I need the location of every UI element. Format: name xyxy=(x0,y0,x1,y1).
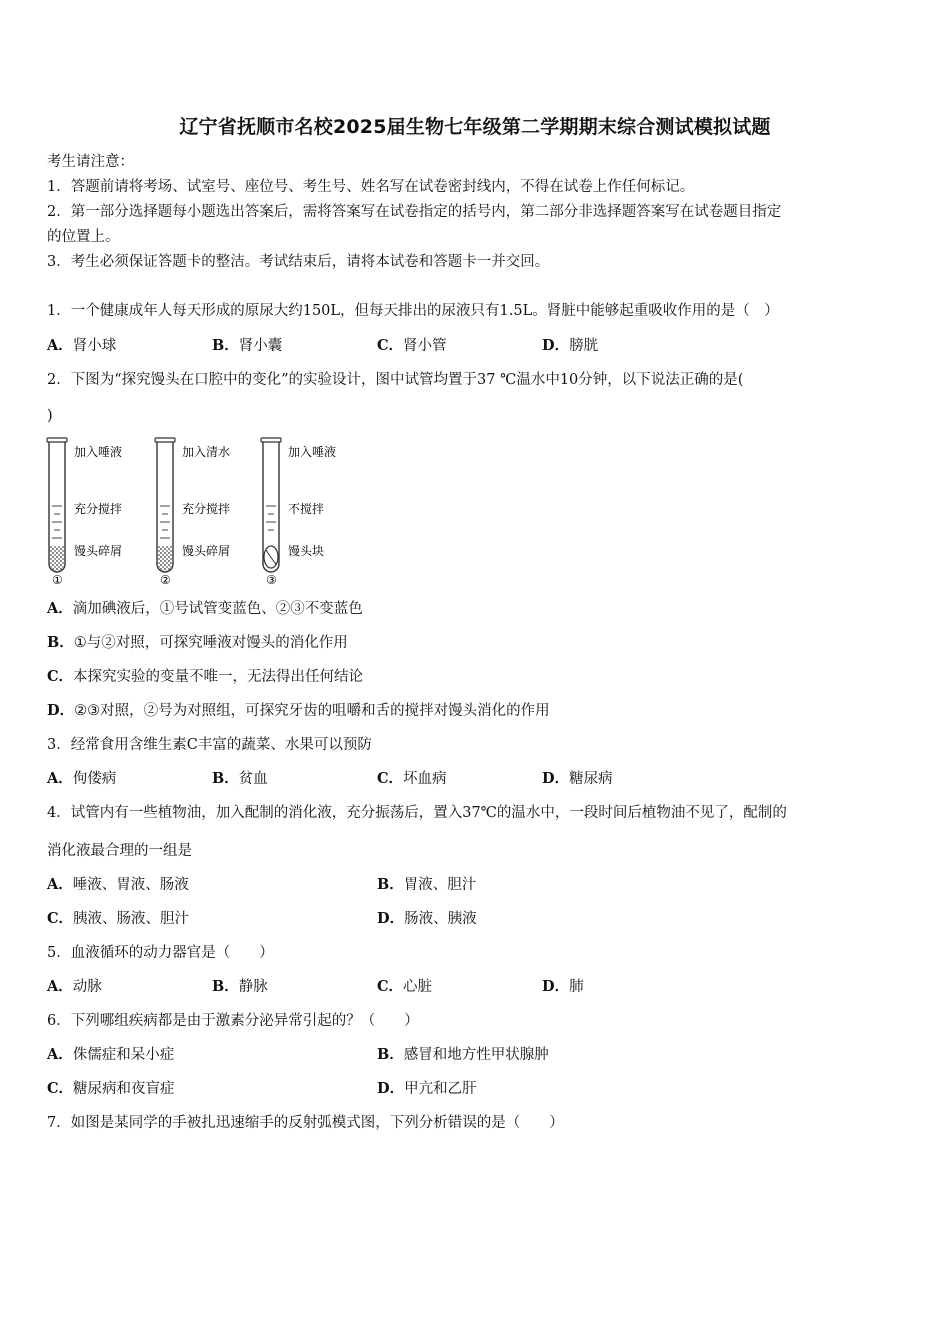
page-title: 辽宁省抚顺市名校2025届生物七年级第二学期期末综合测试模拟试题 xyxy=(179,116,771,138)
q5-option-a: A．动脉 xyxy=(47,978,102,995)
notice-item: 的位置上。 xyxy=(47,229,120,245)
tube-2-number: ② xyxy=(160,573,171,587)
tube-3-number: ③ xyxy=(266,573,277,587)
tube-3-label-top: 加入唾液 xyxy=(288,445,337,459)
q4-option-a: A．唾液、胃液、肠液 xyxy=(47,876,189,893)
q2-option-b: B．①与②对照，可探究唾液对馒头的消化作用 xyxy=(47,634,348,651)
question-1-stem: 1．一个健康成年人每天形成的原尿大约150L，但每天排出的尿液只有1.5L。肾脏中能够起重吸收作用的是（ ） xyxy=(47,303,779,319)
q4-option-c: C．胰液、肠液、胆汁 xyxy=(47,910,190,927)
q5-option-b: B．静脉 xyxy=(212,978,268,995)
tube-2-label-mid: 充分搅拌 xyxy=(182,502,231,516)
notice-item: 1．答题前请将考场、试室号、座位号、考生号、姓名写在试卷密封线内，不得在试卷上作任何标记。 xyxy=(47,179,695,195)
q3-option-a: A．佝偻病 xyxy=(47,770,117,787)
test-tube-3 xyxy=(261,438,281,572)
tube-1-label-mid: 充分搅拌 xyxy=(74,502,123,516)
question-3-stem: 3．经常食用含维生素C丰富的蔬菜、水果可以预防 xyxy=(47,737,372,753)
q1-option-a: A．肾小球 xyxy=(47,337,117,354)
tube-2-label-top: 加入清水 xyxy=(182,445,231,459)
question-5-stem: 5．血液循环的动力器官是（ ） xyxy=(47,945,274,961)
tube-3-label-bottom: 馒头块 xyxy=(288,544,325,558)
question-2-stem: 2．下图为“探究馒头在口腔中的变化”的实验设计，图中试管均置于37 ℃温水中10分钟，以下说法正确的是( xyxy=(47,372,744,388)
q2-option-d: D．②③对照，②号为对照组，可探究牙齿的咀嚼和舌的搅拌对馒头消化的作用 xyxy=(47,702,550,719)
q2-option-a: A．滴加碘液后，①号试管变蓝色、②③不变蓝色 xyxy=(47,600,363,617)
q3-option-c: C．坏血病 xyxy=(377,770,447,787)
question-6-stem: 6．下列哪组疾病都是由于激素分泌异常引起的？（ ） xyxy=(47,1013,419,1029)
test-tube-1 xyxy=(47,438,67,572)
q6-option-d: D．甲亢和乙肝 xyxy=(377,1080,477,1097)
q6-option-a: A．侏儒症和呆小症 xyxy=(47,1046,175,1063)
test-tube-figure xyxy=(40,436,360,588)
tube-1-label-bottom: 馒头碎屑 xyxy=(74,544,123,558)
notice-item: 3．考生必须保证答题卡的整洁。考试结束后，请将本试卷和答题卡一并交回。 xyxy=(47,254,550,270)
q2-option-c: C．本探究实验的变量不唯一，无法得出任何结论 xyxy=(47,668,364,685)
q1-option-c: C．肾小管 xyxy=(377,337,447,354)
question-7-stem: 7．如图是某同学的手被扎迅速缩手的反射弧模式图，下列分析错误的是（ ） xyxy=(47,1115,564,1131)
q1-option-d: D．膀胱 xyxy=(542,337,599,354)
q3-option-b: B．贫血 xyxy=(212,770,268,787)
notice-heading: 考生请注意： xyxy=(47,154,134,170)
q4-option-b: B．胃液、胆汁 xyxy=(377,876,477,893)
question-4-stem-cont: 消化液最合理的一组是 xyxy=(47,843,192,859)
tube-1-number: ① xyxy=(52,573,63,587)
q3-option-d: D．糖尿病 xyxy=(542,770,613,787)
tube-1-label-top: 加入唾液 xyxy=(74,445,123,459)
q1-option-b: B．肾小囊 xyxy=(212,337,283,354)
tube-3-label-mid: 不搅拌 xyxy=(288,502,325,516)
q6-option-b: B．感冒和地方性甲状腺肿 xyxy=(377,1046,549,1063)
question-2-stem-cont: ) xyxy=(47,408,53,424)
tube-2-label-bottom: 馒头碎屑 xyxy=(182,544,231,558)
q6-option-c: C．糖尿病和夜盲症 xyxy=(47,1080,175,1097)
q4-option-d: D．肠液、胰液 xyxy=(377,910,477,927)
notice-item: 2．第一部分选择题每小题选出答案后，需将答案写在试卷指定的括号内，第二部分非选择题答案写在试卷题目指定 xyxy=(47,204,782,220)
q5-option-d: D．肺 xyxy=(542,978,584,995)
test-tube-2 xyxy=(155,438,175,572)
q5-option-c: C．心脏 xyxy=(377,978,433,995)
question-4-stem: 4．试管内有一些植物油，加入配制的消化液，充分振荡后，置入37℃的温水中，一段时间后植物油不见了，配制的 xyxy=(47,805,787,821)
